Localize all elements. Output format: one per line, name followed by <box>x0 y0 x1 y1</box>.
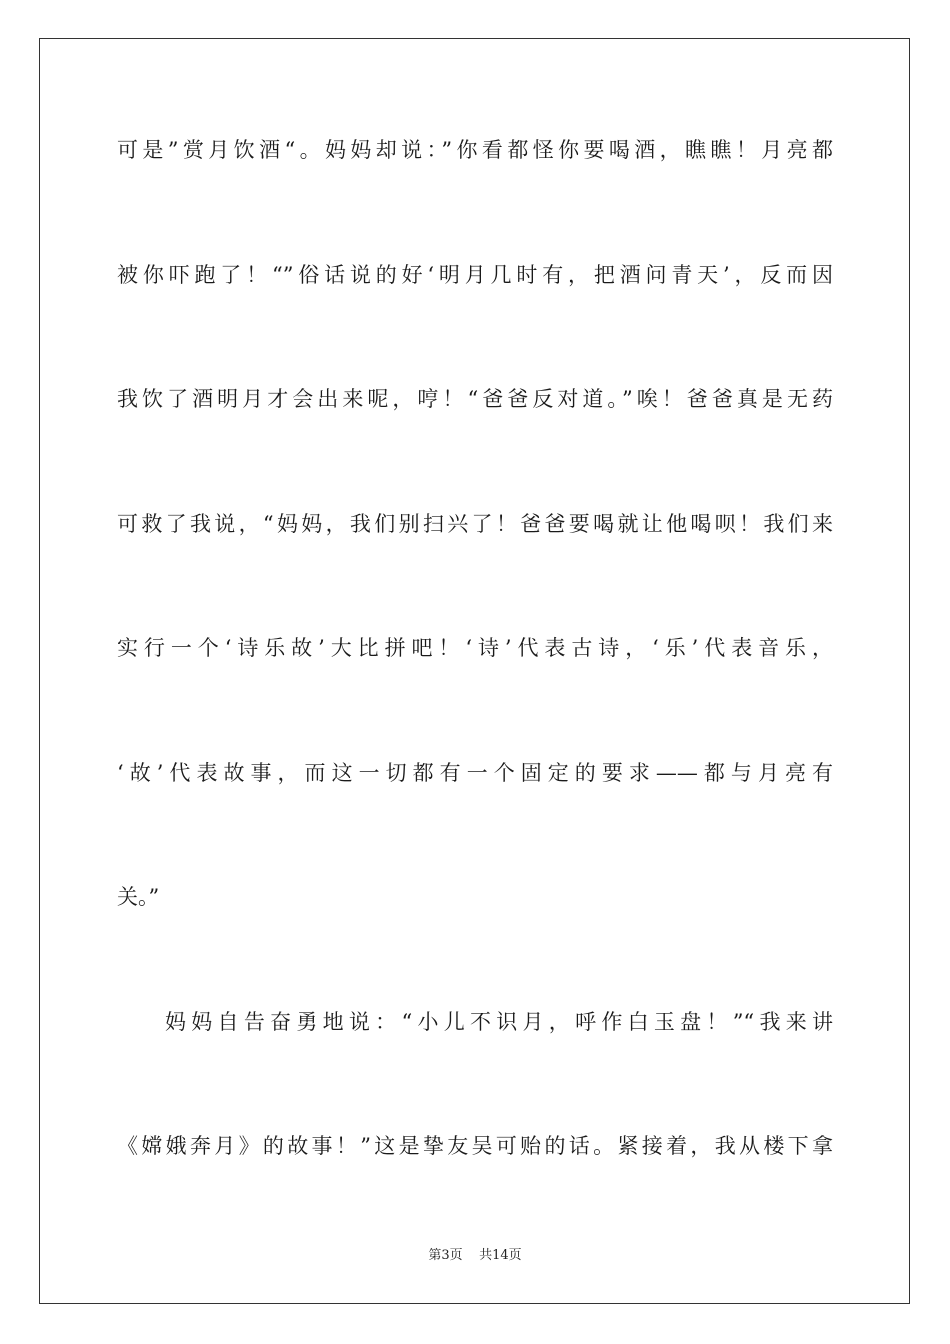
text-line-6: ‘故’代表故事，而这一切都有一个固定的要求——都与月亮有 <box>117 761 833 785</box>
text-line-8: 妈妈自告奋勇地说：“小儿不识月，呼作白玉盘！”“我来讲 <box>165 1010 833 1034</box>
text-line-3: 我饮了酒明月才会出来呢，哼！“爸爸反对道。”唉！爸爸真是无药 <box>117 387 833 411</box>
text-line-5: 实行一个‘诗乐故’大比拼吧！‘诗’代表古诗，‘乐’代表音乐， <box>117 636 833 660</box>
text-line-1: 可是”赏月饮酒“。妈妈却说：”你看都怪你要喝酒，瞧瞧！月亮都 <box>117 138 833 162</box>
page-total: 共14页 <box>479 1248 522 1263</box>
text-line-4: 可救了我说，“妈妈，我们别扫兴了！爸爸要喝就让他喝呗！我们来 <box>117 512 833 536</box>
text-line-9: 《嫦娥奔月》的故事！”这是挚友吴可贻的话。紧接着，我从楼下拿 <box>117 1134 833 1158</box>
page-border <box>39 38 910 1304</box>
text-line-2: 被你吓跑了！“”俗话说的好‘明月几时有，把酒问青天’，反而因 <box>117 263 833 287</box>
text-line-7: 关。” <box>117 885 160 909</box>
page-number: 第3页 <box>428 1248 463 1263</box>
page-footer <box>0 1247 950 1265</box>
